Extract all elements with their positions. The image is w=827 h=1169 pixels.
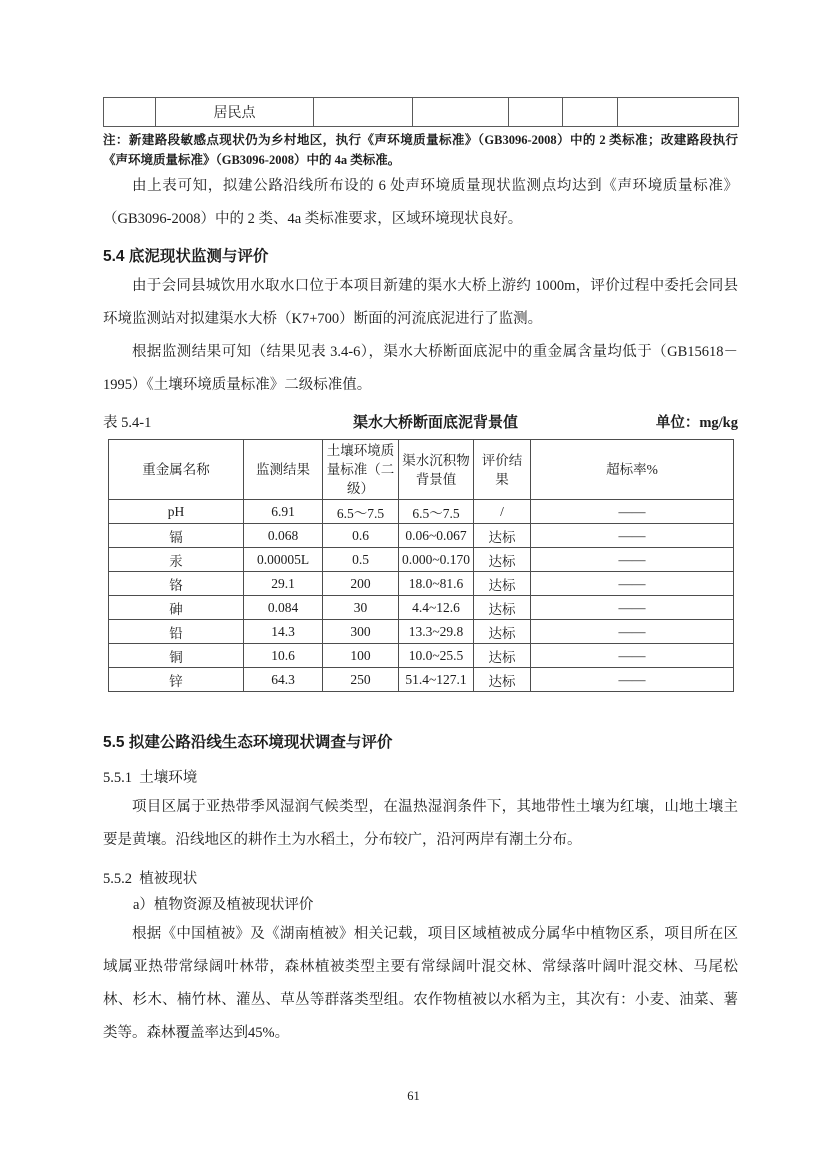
table-cell: 达标 [474,620,531,644]
table-cell: 达标 [474,644,531,668]
table-cell: 达标 [474,572,531,596]
paragraph-vegetation: 根据《中国植被》及《湖南植被》相关记载，项目区域植被成分属华中植物区系，项目所在区域属亚热带常绿阔叶林带，森林植被类型主要有常绿阔叶混交林、常绿落叶阔叶混交林、马尾松林、杉木、楠竹林、灌丛、草丛等群落类型组。农作物植被以水稻为主，其次有：小麦、油菜、薯类等。森林覆盖率达到45%。 [103,926,738,1041]
table-cell [413,98,509,127]
table-cell: 达标 [474,596,531,620]
table-cell: 30 [323,596,399,620]
header-soil-standard: 土壤环境质量标准（二级） [323,440,399,500]
table-cell: —— [531,596,734,620]
table-cell: 64.3 [244,668,323,692]
table-cell: 4.4~12.6 [399,596,474,620]
section-heading-5-5-2: 5.5.2 植被现状 [103,871,198,887]
table-cell: 0.6 [323,524,399,548]
table-cell: 10.6 [244,644,323,668]
table-row [104,98,739,127]
table-cell: 铅 [109,620,244,644]
table-cell: —— [531,668,734,692]
section-heading-5-4: 5.4 底泥现状监测与评价 [103,248,269,265]
table-cell: 锌 [109,668,244,692]
table-title: 渠水大桥断面底泥背景值 [352,415,518,431]
table-cell [618,98,739,127]
table-cell: pH [109,500,244,524]
table-row-arsenic [109,596,734,620]
noise-table-fragment [103,97,739,127]
page-number: 61 [407,1089,420,1103]
list-item-a: a）植物资源及植被现状评价 [133,897,314,913]
table-cell: 砷 [109,596,244,620]
table-cell: 0.00005L [244,548,323,572]
paragraph-5-4-2: 根据监测结果可知（结果见表 3.4-6），渠水大桥断面底泥中的重金属含量均低于（GB15618－1995）《土壤环境质量标准》二级标准值。 [103,344,738,393]
spacer [103,692,738,722]
table-row-ph [109,500,734,524]
table-cell: 18.0~81.6 [399,572,474,596]
table-cell: 0.06~0.067 [399,524,474,548]
table-cell: 达标 [474,524,531,548]
table-cell: 0.068 [244,524,323,548]
table-cell [104,98,156,127]
table-cell: 250 [323,668,399,692]
paragraph-soil-environment: 项目区属于亚热带季风湿润气候类型，在温热湿润条件下，其地带性土壤为红壤，山地土壤主要是黄壤。沿线地区的耕作土为水稻土，分布较广，沿河两岸有潮土分布。 [103,799,738,848]
table-cell-residential-point: 居民点 [156,98,314,127]
table-cell: 6.5～7.5 [399,500,474,524]
table-header-row [109,440,734,500]
table-cell: 6.91 [244,500,323,524]
table-cell: 6.5～7.5 [323,500,399,524]
table-cell: —— [531,500,734,524]
table-cell: 10.0~25.5 [399,644,474,668]
table-cell: / [474,500,531,524]
table-row-cadmium [109,524,734,548]
header-background-value: 渠水沉积物背景值 [399,440,474,500]
table-cell: 达标 [474,548,531,572]
table-caption-row [103,411,738,435]
table-cell: —— [531,572,734,596]
header-evaluation: 评价结果 [474,440,531,500]
table-cell: 300 [323,620,399,644]
table-cell: 29.1 [244,572,323,596]
table-unit: 单位：mg/kg [655,415,738,431]
table-cell [563,98,618,127]
table-cell [314,98,413,127]
table-row-chromium [109,572,734,596]
sediment-background-table [108,439,734,692]
table-cell: 0.5 [323,548,399,572]
table-cell: —— [531,644,734,668]
table-note: 注：新建路段敏感点现状仍为乡村地区，执行《声环境质量标准》（GB3096-2008）中的 2 类标准；改建路段执行《声环境质量标准》（GB3096-2008）中的 4a 类标准。 [103,133,738,167]
table-cell [509,98,563,127]
paragraph-noise-summary: 由上表可知，拟建公路沿线所布设的 6 处声环境质量现状监测点均达到《声环境质量标准》（GB3096-2008）中的 2 类、4a 类标准要求，区域环境现状良好。 [103,178,738,227]
table-cell: 0.000~0.170 [399,548,474,572]
table-cell: —— [531,548,734,572]
table-row-mercury [109,548,734,572]
table-cell: —— [531,620,734,644]
page-content [103,0,738,1050]
table-cell: 14.3 [244,620,323,644]
table-cell: 100 [323,644,399,668]
table-cell: 汞 [109,548,244,572]
table-row-zinc [109,668,734,692]
table-label: 表 5.4-1 [103,415,152,431]
header-exceed-rate: 超标率% [531,440,734,500]
table-cell: 达标 [474,668,531,692]
table-row-copper [109,644,734,668]
section-heading-5-5-1: 5.5.1 土壤环境 [103,770,198,786]
paragraph-5-4-1: 由于会同县城饮用水取水口位于本项目新建的渠水大桥上游约 1000m，评价过程中委托会同县环境监测站对拟建渠水大桥（K7+700）断面的河流底泥进行了监测。 [103,278,738,327]
table-row-lead [109,620,734,644]
section-heading-5-5: 5.5 拟建公路沿线生态环境现状调查与评价 [103,734,393,751]
table-cell: —— [531,524,734,548]
header-monitor-result: 监测结果 [244,440,323,500]
table-cell: 0.084 [244,596,323,620]
table-cell: 13.3~29.8 [399,620,474,644]
table-cell: 51.4~127.1 [399,668,474,692]
table-cell: 镉 [109,524,244,548]
table-cell: 铜 [109,644,244,668]
table-cell: 铬 [109,572,244,596]
table-cell: 200 [323,572,399,596]
header-metal-name: 重金属名称 [109,440,244,500]
